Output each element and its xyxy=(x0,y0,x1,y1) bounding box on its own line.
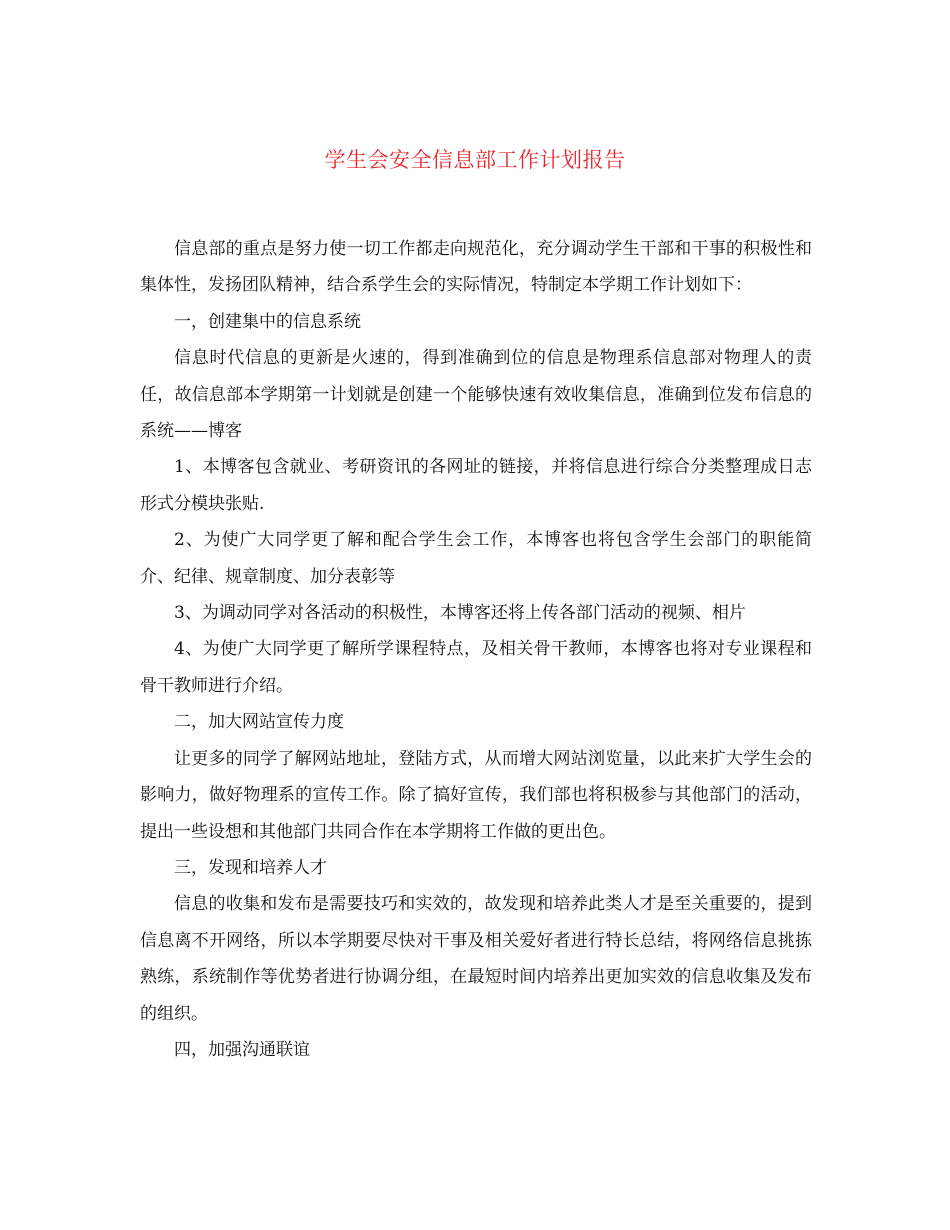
list-item-2: 2、为使广大同学更了解和配合学生会工作，本博客也将包含学生会部门的职能简介、纪律、规章制度、加分表彰等 xyxy=(140,530,812,587)
body-paragraph: 信息的收集和发布是需要技巧和实效的，故发现和培养此类人才是至关重要的，提到信息离不开网络，所以本学期要尽快对干事及相关爱好者进行特长总结，将网络信息挑拣熟练，系统制作等优势者进行协调分组，在最短时间内培养出更加实效的信息收集及发布的组织。 xyxy=(140,894,812,1024)
document-body xyxy=(140,231,812,1068)
section-heading-3: 三，发现和培养人才 xyxy=(174,857,327,878)
list-item-1: 1、本博客包含就业、考研资讯的各网址的链接，并将信息进行综合分类整理成日志形式分模块张贴. xyxy=(140,457,812,514)
list-item-4: 4、为使广大同学更了解所学课程特点，及相关骨干教师，本博客也将对专业课程和骨干教师进行介绍。 xyxy=(140,639,812,696)
body-paragraph: 让更多的同学了解网站地址，登陆方式，从而增大网站浏览量，以此来扩大学生会的影响力，做好物理系的宣传工作。除了搞好宣传，我们部也将积极参与其他部门的活动，提出一些设想和其他部门共同合作在本学期将工作做的更出色。 xyxy=(140,748,812,842)
section-heading-2: 二，加大网站宣传力度 xyxy=(174,712,344,733)
document-title: 学生会安全信息部工作计划报告 xyxy=(324,148,626,172)
section-heading-4: 四，加强沟通联谊 xyxy=(174,1039,310,1060)
body-paragraph: 信息时代信息的更新是火速的，得到准确到位的信息是物理系信息部对物理人的责任，故信息部本学期第一计划就是创建一个能够快速有效收集信息，准确到位发布信息的系统——博客 xyxy=(140,348,812,442)
list-item-3: 3、为调动同学对各活动的积极性，本博客还将上传各部门活动的视频、相片 xyxy=(174,603,746,624)
section-heading-1: 一，创建集中的信息系统 xyxy=(174,311,361,332)
intro-paragraph: 信息部的重点是努力使一切工作都走向规范化，充分调动学生干部和干事的积极性和集体性，发扬团队精神，结合系学生会的实际情况，特制定本学期工作计划如下： xyxy=(140,239,812,296)
